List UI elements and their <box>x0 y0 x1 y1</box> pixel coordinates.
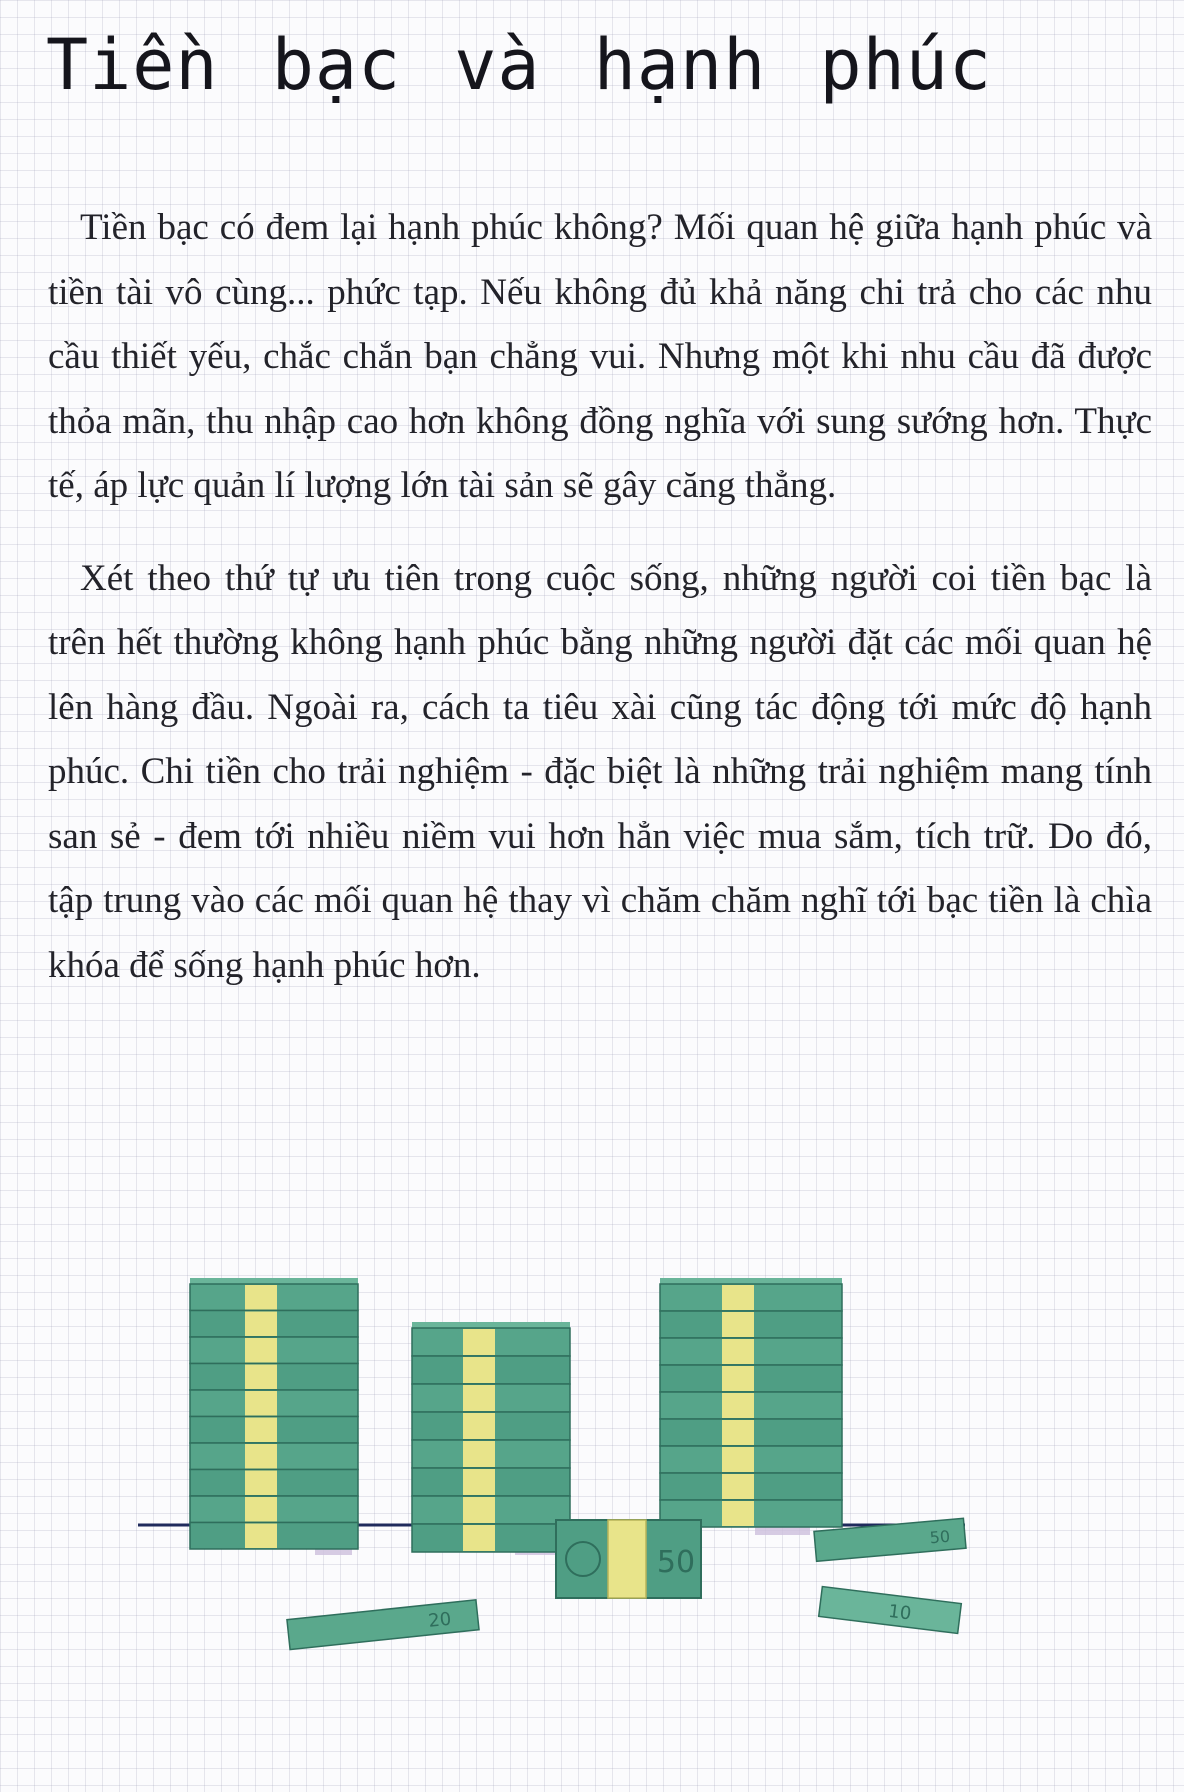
stack-band <box>463 1357 495 1383</box>
stack-band <box>722 1447 754 1472</box>
stack-band <box>722 1285 754 1310</box>
stack-band <box>245 1471 277 1496</box>
note-denomination-20: 20 <box>427 1608 453 1632</box>
loose-note-left <box>287 1600 479 1650</box>
stack-band <box>245 1338 277 1363</box>
paragraph-2: Xét theo thứ tự ưu tiên trong cuộc sống, những người coi tiền bạc là trên hết thường không hạnh phúc bằng những người đặt các mối quan hệ lên hàng đầu. Ngoài ra, cách ta tiêu xài cũng tác động tới mức độ hạnh phúc. Chi tiền cho trải nghiệm - đặc biệt là những trải nghiệm mang tính san sẻ - đem tới nhiều niềm vui hơn hẳn việc mua sắm, tích trữ. Do đó, tập trung vào các mối quan hệ thay vì chăm chăm nghĩ tới bạc tiền là chìa khóa để sống hạnh phúc hơn. <box>48 557 1152 986</box>
note-denomination-10: 10 <box>887 1600 913 1625</box>
small-money-bundle <box>556 1520 701 1598</box>
stack-band <box>463 1469 495 1495</box>
money-stack-middle <box>412 1322 570 1552</box>
paragraph-1: Tiền bạc có đem lại hạnh phúc không? Mối quan hệ giữa hạnh phúc và tiền tài vô cùng... phức tạp. Nếu không đủ khả năng chi trả cho các nhu cầu thiết yếu, chắc chắn bạn chẳng vui. Nhưng một khi nhu cầu đã được thỏa mãn, thu nhập cao hơn không đồng nghĩa với sung sướng hơn. Thực tế, áp lực quản lí lượng lớn tài sản sẽ gây căng thẳng. <box>48 207 1152 506</box>
stack-band <box>722 1366 754 1391</box>
bundle-denomination: 50 <box>656 1545 696 1580</box>
money-stack-right <box>660 1278 842 1527</box>
stack-band <box>463 1413 495 1439</box>
stack-band <box>245 1418 277 1443</box>
stack-band <box>722 1501 754 1526</box>
stack-band <box>245 1444 277 1469</box>
money-stacks-illustration <box>120 1270 1080 1670</box>
stack-band <box>463 1525 495 1551</box>
stack-band <box>245 1524 277 1549</box>
page-title: Tiền bạc và hạnh phúc <box>46 24 993 106</box>
stack-band <box>722 1393 754 1418</box>
stack-band <box>722 1312 754 1337</box>
note-denomination-50: 50 <box>928 1526 951 1548</box>
stack-band <box>722 1420 754 1445</box>
money-stack-left <box>190 1278 358 1549</box>
stack-band <box>245 1391 277 1416</box>
stack-band <box>245 1365 277 1390</box>
article-body <box>48 196 1152 1026</box>
stack-band <box>245 1312 277 1337</box>
stack-band <box>722 1339 754 1364</box>
loose-note-right-bottom <box>819 1587 962 1634</box>
stack-band <box>722 1474 754 1499</box>
stack-band <box>463 1497 495 1523</box>
stack-band <box>463 1385 495 1411</box>
stack-band <box>245 1497 277 1522</box>
stack-band <box>245 1285 277 1310</box>
stack-band <box>463 1329 495 1355</box>
stack-band <box>463 1441 495 1467</box>
